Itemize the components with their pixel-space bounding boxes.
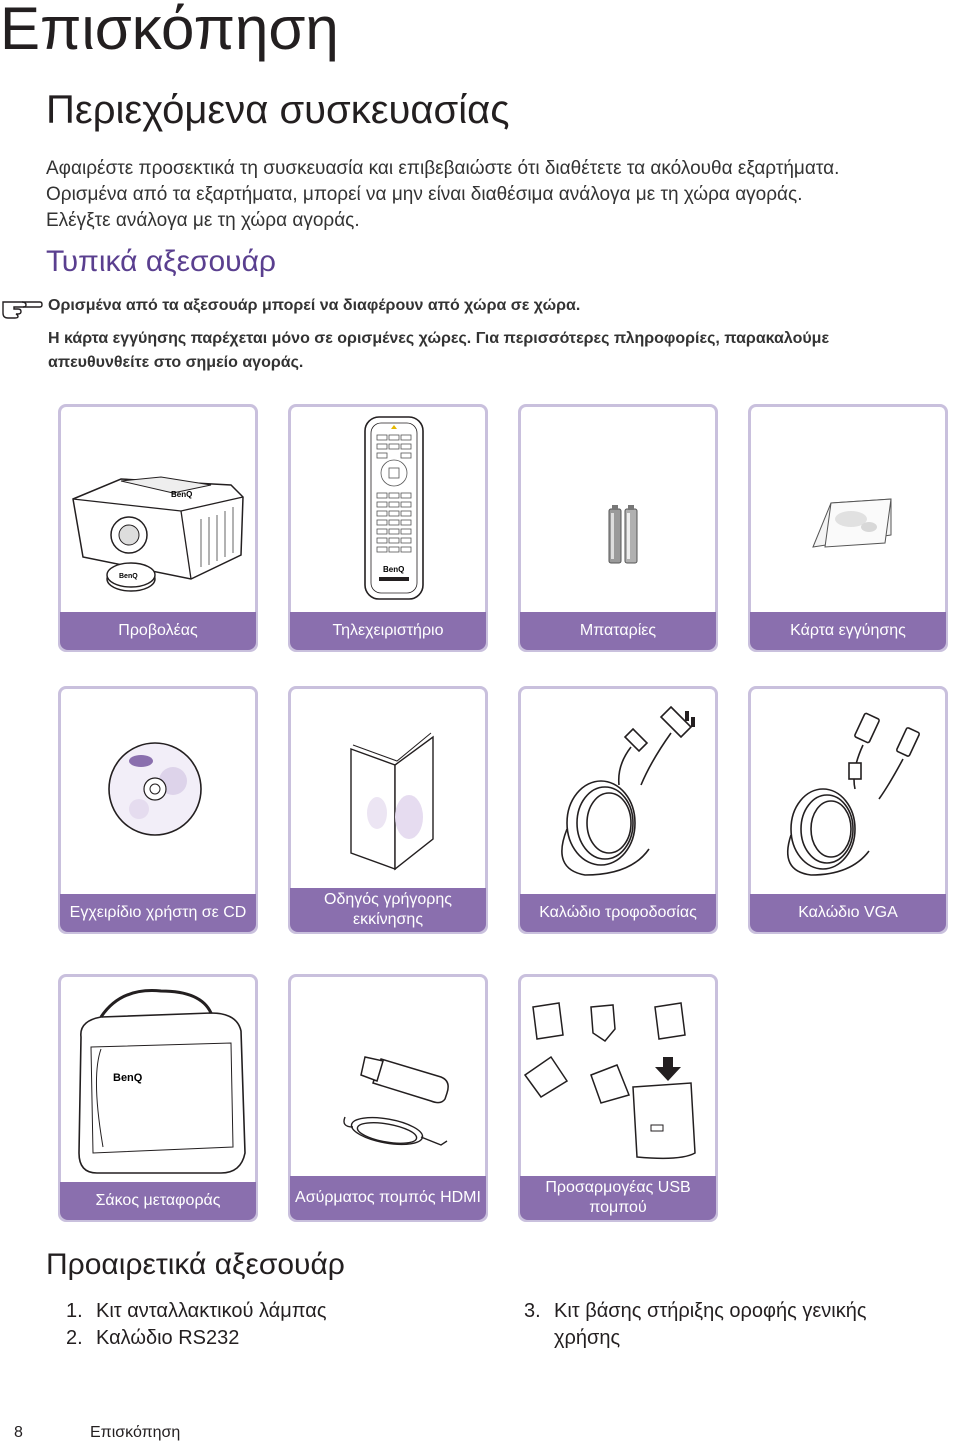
accessory-label: Προσαρμογέας USB πομπού [520,1176,716,1220]
power-cord-icon [521,689,721,899]
accessory-card [58,404,258,652]
intro-line: Ελέγξτε ανάλογα με τη χώρα αγοράς. [46,210,360,231]
vga-cable-icon [751,689,951,899]
accessory-label: Κάρτα εγγύησης [750,612,946,650]
accessory-card [518,404,718,652]
brand-logo: BenQ [383,565,405,574]
list-item: 3. Κιτ βάσης στήριξης οροφής γενικής χρήσης [524,1300,867,1349]
quick-start-guide-icon [291,689,491,899]
note-line: Ορισμένα από τα αξεσουάρ μπορεί να διαφέρουν από χώρα σε χώρα. [48,297,581,314]
brand-logo: BenQ [113,1072,143,1084]
accessory-card [288,974,488,1222]
accessory-card [288,404,488,652]
accessory-label: Καλώδιο τροφοδοσίας [520,894,716,932]
accessory-label: Προβολέας [60,612,256,650]
accessory-label: Οδηγός γρήγορης εκκίνησης [290,888,486,932]
optional-list-left [66,1298,446,1352]
accessory-label: Εγχειρίδιο χρήστη σε CD [60,894,256,932]
accessory-card [748,404,948,652]
list-item: 1. Κιτ ανταλλακτικού λάμπας [66,1300,327,1322]
accessory-card [518,686,718,934]
intro-text [46,156,946,234]
accessory-label: Καλώδιο VGA [750,894,946,932]
accessory-card [58,686,258,934]
accessory-label: Ασύρματος πομπός HDMI [290,1176,486,1220]
optional-accessories-heading: Προαιρετικά αξεσουάρ [46,1248,345,1281]
usb-adapter-icon [521,977,721,1187]
accessory-card [748,686,948,934]
standard-accessories-heading: Τυπικά αξεσουάρ [46,245,276,278]
footer-section-name: Επισκόπηση [90,1424,181,1441]
cd-icon [61,689,261,899]
projector-icon [61,407,261,617]
hdmi-transmitter-icon [291,977,491,1187]
section-title: Περιεχόμενα συσκευασίας [46,88,510,132]
accessory-card [288,686,488,934]
accessory-card [58,974,258,1222]
hand-pointer-icon [0,292,44,320]
warranty-card-icon [751,407,951,617]
brand-logo: BenQ [171,490,193,499]
accessory-card [518,974,718,1222]
list-item: 2. Καλώδιο RS232 [66,1327,240,1349]
note-line: απευθυνθείτε στο σημείο αγοράς. [48,354,304,371]
accessory-label: Τηλεχειριστήριο [290,612,486,650]
brand-logo: BenQ [119,573,138,580]
page-title: Επισκόπηση [0,0,339,62]
page-number: 8 [14,1424,23,1441]
optional-list-right [524,1298,924,1352]
accessory-label: Σάκος μεταφοράς [60,1182,256,1220]
batteries-icon [521,407,721,617]
remote-control-icon [291,407,491,617]
accessory-label: Μπαταρίες [520,612,716,650]
intro-line: Αφαιρέστε προσεκτικά τη συσκευασία και επιβεβαιώστε ότι διαθέτετε τα ακόλουθα εξαρτήματα. [46,158,840,179]
note-line: Η κάρτα εγγύησης παρέχεται μόνο σε ορισμένες χώρες. Για περισσότερες πληροφορίες, παρακαλούμε [48,330,830,347]
carry-bag-icon [61,977,261,1187]
intro-line: Ορισμένα από τα εξαρτήματα, μπορεί να μην είναι διαθέσιμα ανάλογα με τη χώρα αγοράς. [46,184,803,205]
